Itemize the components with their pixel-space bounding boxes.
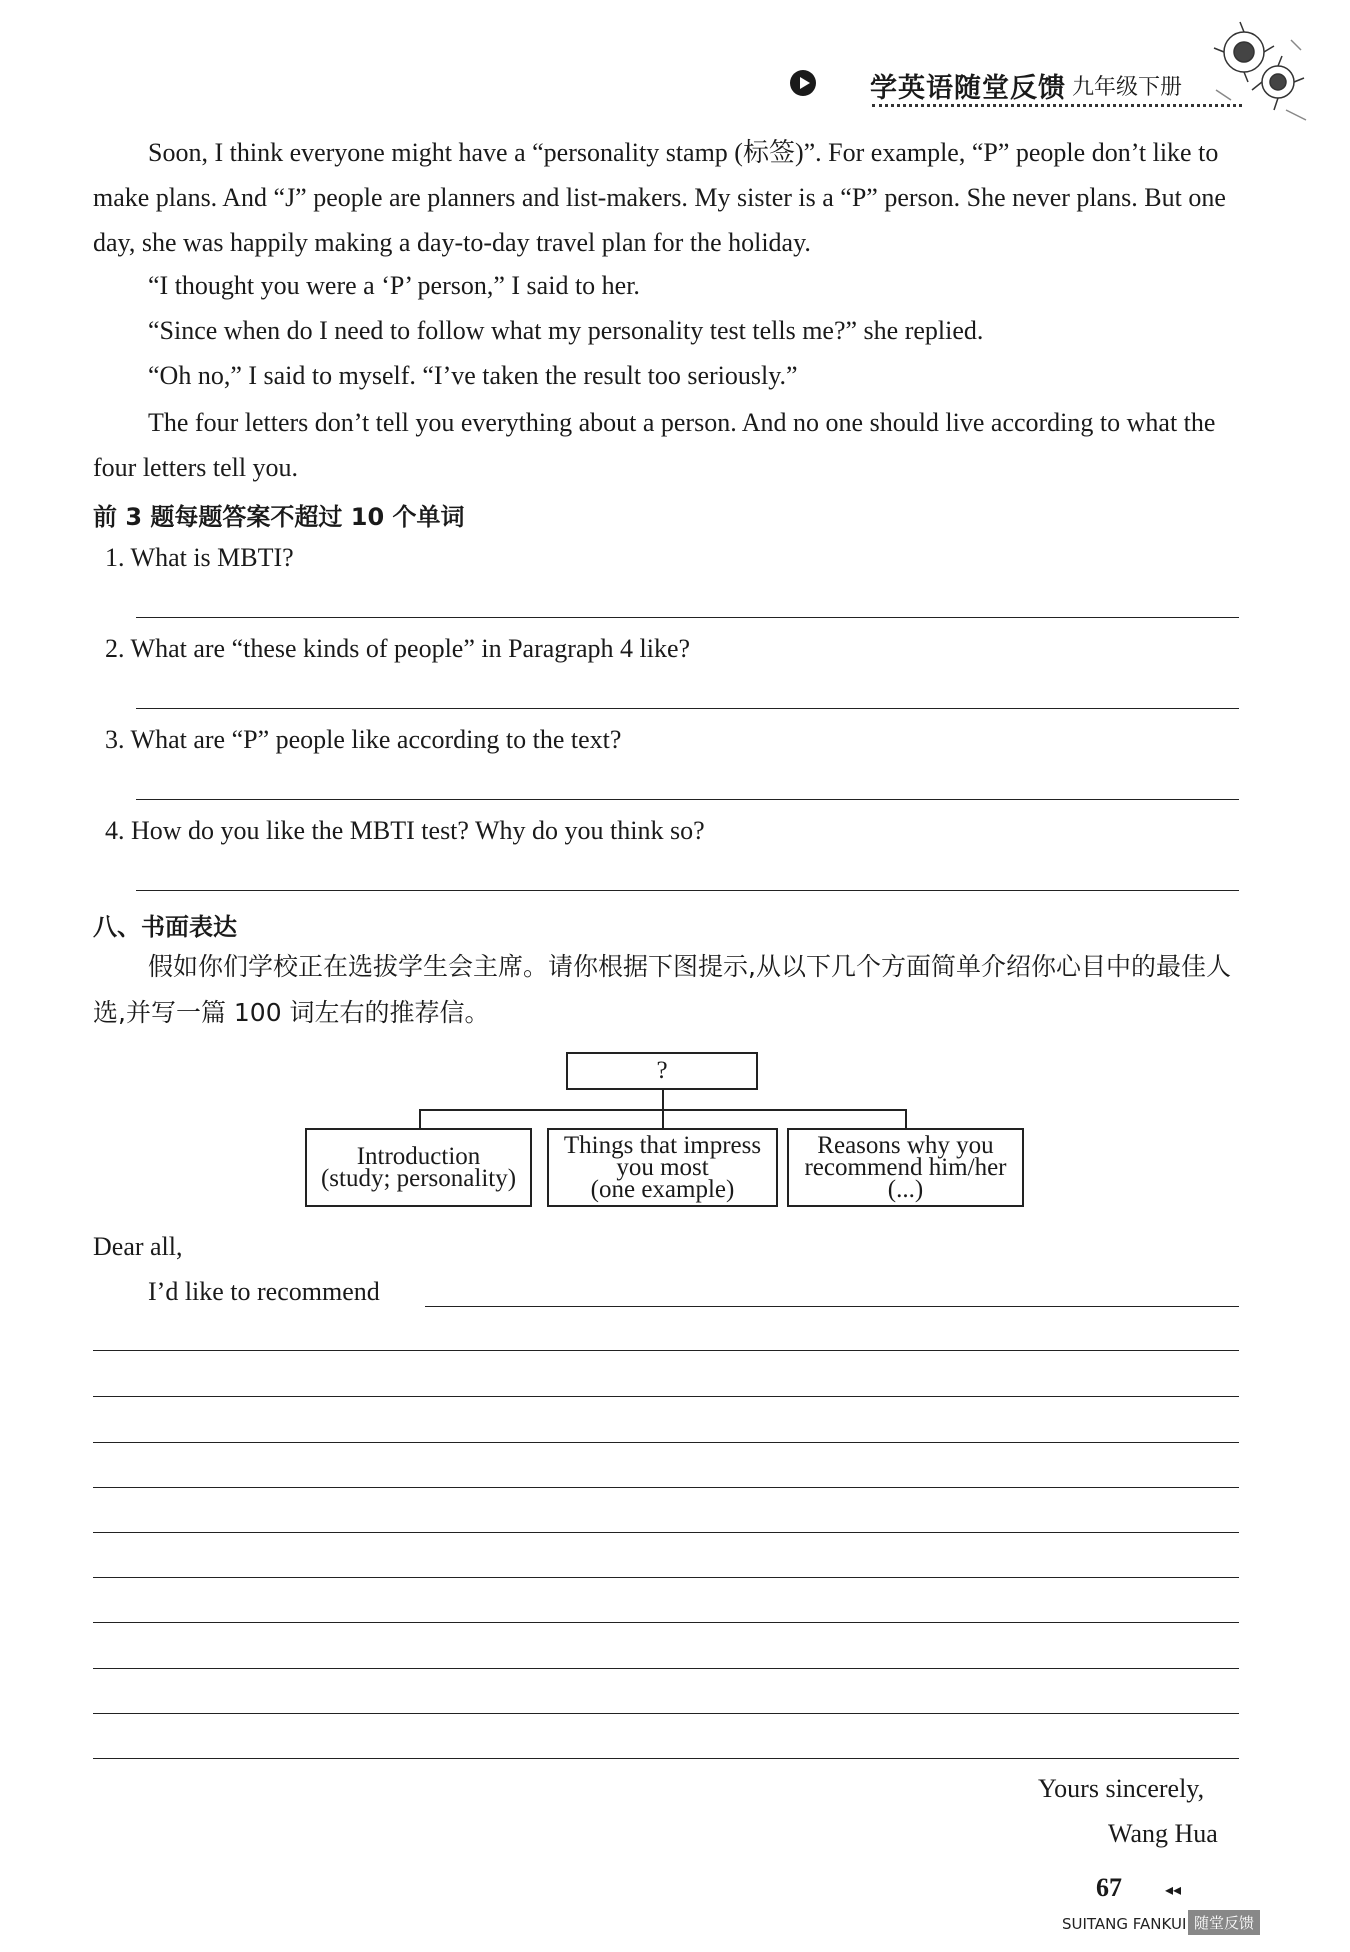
diagram-box-line: you most xyxy=(616,1153,709,1181)
header-dotted-rule xyxy=(872,104,1242,107)
footer-brand-en: SUITANG FANKUI xyxy=(1062,1915,1187,1933)
grade-label: 九年级下册 xyxy=(1072,75,1183,100)
diagram-top-box xyxy=(566,1052,758,1090)
diagram-connector xyxy=(419,1109,421,1129)
diagram-box-line: recommend him/her xyxy=(804,1153,1007,1181)
diagram-box-line: Things that impress xyxy=(563,1131,762,1159)
letter-opening: I’d like to recommend xyxy=(148,1277,380,1306)
writing-line[interactable] xyxy=(93,1758,1239,1759)
passage-paragraph-4: “Oh no,” I said to myself. “I’ve taken the result too seriously.” xyxy=(148,361,798,390)
page-number: 67 xyxy=(1096,1873,1122,1902)
diagram-top-label: ? xyxy=(656,1057,668,1084)
passage-paragraph-3: “Since when do I need to follow what my personality test tells me?” she replied. xyxy=(148,316,984,345)
writing-line[interactable] xyxy=(93,1713,1239,1714)
question-4: 4. How do you like the MBTI test? Why do you think so? xyxy=(105,816,705,845)
writing-line[interactable] xyxy=(93,1668,1239,1669)
diagram-connector xyxy=(662,1109,664,1129)
page-header xyxy=(780,62,1260,106)
diagram-connector xyxy=(905,1109,907,1129)
writing-line[interactable] xyxy=(93,1532,1239,1533)
passage-paragraph-5: The four letters don’t tell you everything about a person. And no one should live according to what the four letters tell you. xyxy=(93,408,1216,482)
diagram-box-line: Reasons why you xyxy=(817,1131,994,1159)
question-1: 1. What is MBTI? xyxy=(105,543,294,572)
diagram-box-reasons xyxy=(787,1128,1024,1207)
letter-signature: Wang Hua xyxy=(1108,1819,1218,1848)
question-2: 2. What are “these kinds of people” in Paragraph 4 like? xyxy=(105,634,691,663)
diagram-box-line: (one example) xyxy=(590,1175,735,1203)
writing-prompt: 假如你们学校正在选拔学生会主席。请你根据下图提示,从以下几个方面简单介绍你心目中的最佳人选,并写一篇 100 词左右的推荐信。 xyxy=(93,952,1231,1027)
writing-line[interactable] xyxy=(93,1577,1239,1578)
answer-line-1[interactable] xyxy=(136,617,1239,618)
passage-paragraph-2: “I thought you were a ‘P’ person,” I said to her. xyxy=(148,271,640,300)
diagram-connector xyxy=(662,1090,664,1110)
answer-line-4[interactable] xyxy=(136,890,1239,891)
writing-line[interactable] xyxy=(93,1442,1239,1443)
writing-line[interactable] xyxy=(93,1396,1239,1397)
letter-closing: Yours sincerely, xyxy=(1038,1774,1205,1803)
footer-brand-badge: 随堂反馈 xyxy=(1188,1910,1260,1935)
writing-line[interactable] xyxy=(425,1306,1239,1307)
diagram-box-line: Introduction xyxy=(356,1142,481,1170)
writing-line[interactable] xyxy=(93,1622,1239,1623)
answer-line-3[interactable] xyxy=(136,799,1239,800)
diagram-box-introduction xyxy=(305,1128,532,1207)
passage-paragraph-1: Soon, I think everyone might have a “personality stamp (标签)”. For example, “P” people don’t like to make plans. And “J” people are planners and list-makers. My sister is a “P” person. She never plans. But one day, she was happily making a day-to-day travel plan for the holiday. xyxy=(93,138,1226,257)
diagram-box-line: (...) xyxy=(887,1175,924,1203)
question-3: 3. What are “P” people like according to the text? xyxy=(105,725,622,754)
diagram-box-things-impress xyxy=(547,1128,778,1207)
diagram-box-line: (study; personality) xyxy=(320,1164,517,1192)
book-title: 学英语随堂反馈 xyxy=(870,73,1066,104)
writing-line[interactable] xyxy=(93,1487,1239,1488)
play-icon xyxy=(790,70,816,96)
double-arrow-left-icon: ◂◂ xyxy=(1165,1880,1182,1899)
answer-line-2[interactable] xyxy=(136,708,1239,709)
writing-heading: 八、书面表达 xyxy=(93,913,237,941)
flower-decoration-icon xyxy=(1206,20,1316,130)
letter-greeting: Dear all, xyxy=(93,1232,183,1261)
questions-instruction: 前 3 题每题答案不超过 10 个单词 xyxy=(93,503,465,531)
writing-line[interactable] xyxy=(93,1350,1239,1351)
